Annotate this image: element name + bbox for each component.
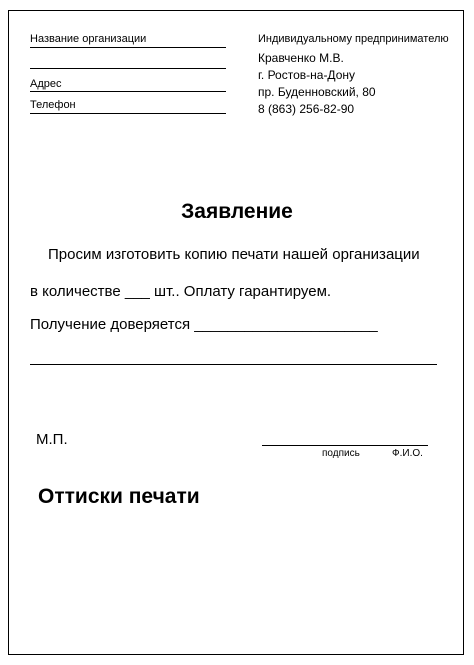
request-paragraph-3: Получение доверяется ______________________ bbox=[30, 316, 378, 333]
recipient-city: г. Ростов-на-Дону bbox=[258, 68, 355, 82]
request-paragraph-1: Просим изготовить копию печати нашей организации bbox=[48, 246, 420, 263]
stamp-impressions-title: Оттиски печати bbox=[38, 485, 200, 508]
blank-line bbox=[30, 364, 437, 365]
org-name-label: Название организации bbox=[30, 33, 147, 45]
address-label: Адрес bbox=[30, 78, 62, 90]
name-caption: Ф.И.О. bbox=[392, 448, 423, 459]
signature-caption: подпись bbox=[322, 448, 360, 459]
org-name-line bbox=[30, 47, 226, 48]
request-paragraph-2: в количестве ___ шт.. Оплату гарантируем. bbox=[30, 283, 332, 300]
recipient-street: пр. Буденновский, 80 bbox=[258, 85, 376, 99]
address-line bbox=[30, 91, 226, 92]
phone-label: Телефон bbox=[30, 99, 76, 111]
document-title: Заявление bbox=[181, 200, 293, 223]
recipient-phone: 8 (863) 256-82-90 bbox=[258, 102, 355, 116]
phone-line bbox=[30, 113, 226, 114]
stamp-place-label: М.П. bbox=[36, 431, 68, 448]
recipient-title: Индивидуальному предпринимателю bbox=[258, 33, 449, 45]
org-name-line-2 bbox=[30, 68, 226, 69]
signature-line bbox=[262, 445, 428, 446]
recipient-name: Кравченко М.В. bbox=[258, 51, 344, 65]
